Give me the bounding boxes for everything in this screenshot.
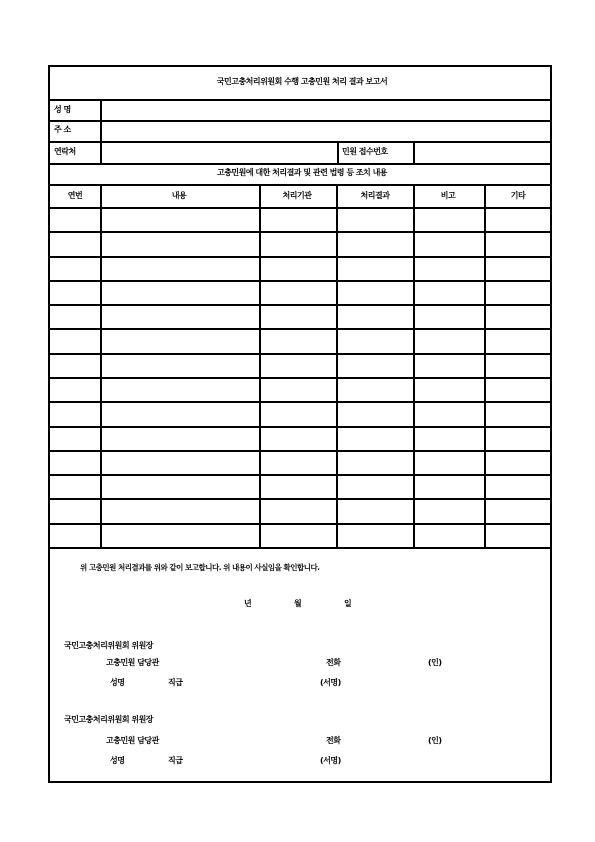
divider: [50, 163, 550, 165]
table-row-line: [50, 450, 550, 452]
form-title: 국민고충처리위원회 수행 고충민원 처리 결과 보고서: [216, 77, 388, 86]
divider: [50, 184, 550, 186]
divider: [50, 141, 550, 143]
signer-org: 국민고충처리위원회 위원장: [64, 641, 154, 650]
section-title: 고충민원에 대한 처리결과 및 관련 법령 등 조치 내용: [216, 168, 388, 177]
signer-rank: 직급: [168, 756, 183, 765]
address-label: 주 소: [54, 125, 71, 134]
signer-role: 고충민원 담당관: [106, 658, 159, 667]
appeal-no-label: 민원 접수번호: [342, 147, 388, 156]
col-header: 기타: [510, 191, 526, 200]
table-column-line: [336, 184, 338, 547]
table-row-line: [50, 280, 550, 282]
date-year: 년: [244, 599, 252, 608]
table-column-line: [484, 184, 486, 547]
table-row-line: [50, 304, 550, 306]
form-frame: [48, 65, 552, 783]
table-row-line: [50, 328, 550, 330]
col-header: 내용: [171, 191, 187, 200]
date-month: 월: [294, 599, 302, 608]
table-row-line: [50, 401, 550, 403]
name-label: 성 명: [54, 105, 71, 114]
signer-rank: 직급: [168, 678, 183, 687]
col-header: 비고: [440, 191, 456, 200]
table-row-line: [50, 256, 550, 258]
signer-sign: (서명): [320, 678, 341, 687]
contact-label: 연락처: [54, 147, 76, 156]
divider: [337, 141, 339, 163]
table-row-line: [50, 353, 550, 355]
table-column-line: [100, 184, 102, 547]
divider: [50, 99, 550, 101]
table-row-line: [50, 498, 550, 500]
divider: [100, 99, 102, 163]
signer-org: 국민고충처리위원회 위원장: [64, 715, 154, 724]
divider: [50, 120, 550, 122]
signer-tel: 전화: [326, 736, 341, 745]
signer-sign: (서명): [320, 756, 341, 765]
signer-name: 성명: [110, 756, 125, 765]
signer-seal: (인): [428, 736, 442, 745]
table-row-line: [50, 547, 550, 549]
table-column-line: [413, 184, 415, 547]
signer-tel: 전화: [326, 658, 341, 667]
table-row-line: [50, 377, 550, 379]
table-row-line: [50, 523, 550, 525]
table-column-line: [259, 184, 261, 547]
signer-seal: (인): [428, 658, 442, 667]
col-header: 처리결과: [360, 191, 390, 200]
signer-name: 성명: [110, 678, 125, 687]
divider: [413, 141, 415, 163]
col-header: 처리기관: [282, 191, 312, 200]
table-row-line: [50, 474, 550, 476]
table-row-line: [50, 231, 550, 233]
table-row-line: [50, 207, 550, 209]
col-header: 연번: [67, 191, 83, 200]
signer-role: 고충민원 담당관: [106, 736, 159, 745]
date-day: 일: [344, 599, 352, 608]
statement: 위 고충민원 처리결과를 위와 같이 보고합니다. 위 내용이 사실임을 확인합니다.: [80, 563, 320, 572]
table-row-line: [50, 426, 550, 428]
